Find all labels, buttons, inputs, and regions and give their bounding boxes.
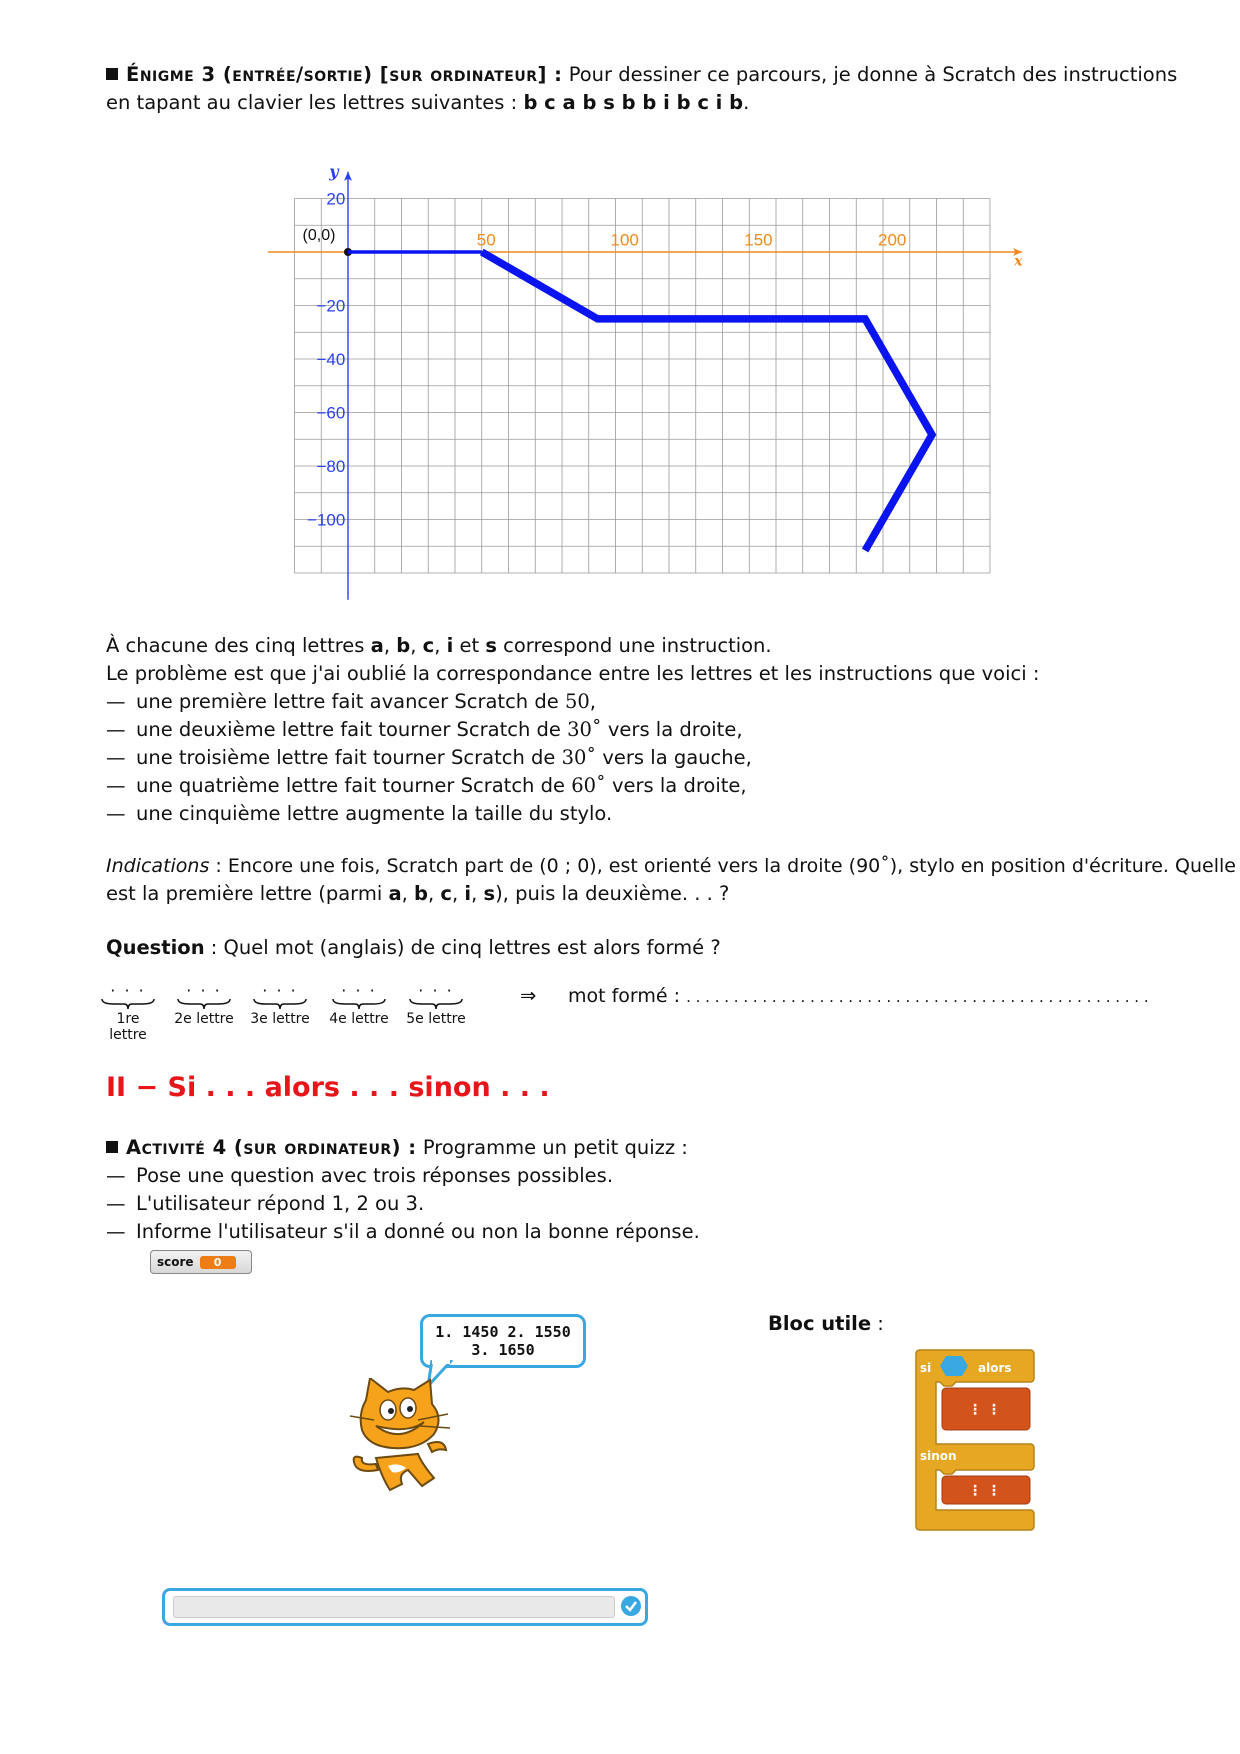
activite-item-text: L'utilisateur répond 1, 2 ou 3. [136,1192,425,1215]
slot-label: 4e lettre [329,1011,389,1027]
instruction-item [106,688,596,716]
sep: , [383,634,391,657]
letter-s: s [485,634,497,657]
implies-arrow: ⇒ [520,984,537,1007]
instruction-text: une troisième lettre fait tourner Scratch de [136,746,556,769]
slot-label: 5e lettre [406,1011,466,1027]
instruction-tail: vers la gauche, [602,746,752,769]
question-text: : Quel mot (anglais) de cinq lettres est alors formé ? [210,936,721,959]
block-dots: ⋮ ⋮ [968,1483,1001,1499]
y-axis-label: y [329,162,339,182]
chart-series [344,248,932,551]
y-tick-label: −20 [316,296,346,316]
bloc-label-line [768,1310,884,1338]
block-alors-label: alors [978,1361,1012,1375]
y-tick-label: −100 [307,510,346,530]
origin-label: (0,0) [302,226,336,244]
x-tick-label: 100 [610,230,639,250]
underbrace-icon [98,997,158,1011]
instruction-tail: vers la droite, [607,718,743,741]
letter-slot[interactable] [250,981,310,1027]
activite-heading-line [106,1134,688,1162]
section-title: II − Si . . . alors . . . sinon . . . [106,1072,550,1103]
indications-text: : Encore une fois, Scratch part de (0 ; 0), est orienté vers la droite (90˚), stylo en position d'écriture. Quelle [215,855,1236,877]
letter-i: i [464,882,472,905]
slot-dots: · · · [341,981,377,1000]
answer-label: mot formé : [568,985,681,1007]
letter-i: i [446,634,454,657]
if-else-block[interactable] [912,1348,1042,1533]
letter-c: c [440,882,452,905]
bullet-square-icon [106,1141,118,1153]
sep: , [410,634,417,657]
correspondance-line1 [106,632,772,660]
et: et [459,634,480,657]
answer-bar[interactable] [162,1588,648,1626]
answer-line[interactable] [568,982,1149,1011]
letter-s: s [483,882,496,905]
x-tick-label: 200 [878,230,907,250]
letter-slot[interactable] [406,981,466,1027]
instruction-item [106,772,747,800]
instruction-item [106,800,612,828]
slot-dots: · · · [262,981,298,1000]
answer-dots[interactable]: . . . . . . . . . . . . . . . . . . . . . . . . . . . . . . . . . . . . . . . . . . . . . . . . . [686,988,1149,1006]
dash: — [106,690,126,713]
answer-input[interactable] [173,1596,615,1618]
underbrace-icon [250,997,310,1011]
correspondance-line2: Le problème est que j'ai oublié la correspondance entre les lettres et les instructions que voici : [106,662,1040,685]
sep: , [428,882,435,905]
underbrace-icon [174,997,234,1011]
sep: , [434,634,441,657]
indications-label: Indications [106,855,210,877]
slot-label: 3e lettre [250,1011,310,1027]
instruction-tail: , [589,690,596,713]
dash: — [106,774,126,797]
activite-item-text: Informe l'utilisateur s'il a donné ou non la bonne réponse. [136,1220,700,1243]
y-tick-label: −80 [316,457,346,476]
correspondance-end: correspond une instruction. [503,634,772,657]
slot-dots: · · · [110,981,146,1000]
path-chart [0,0,1240,620]
instruction-text: une quatrième lettre fait tourner Scratch de [136,774,565,797]
instruction-text: une deuxième lettre fait tourner Scratch de [136,718,561,741]
correspondance-text: À chacune des cinq lettres [106,634,365,657]
dash: — [106,802,126,825]
letter-b: b [396,634,411,657]
instruction-text: une cinquième lettre augmente la taille du stylo. [136,802,613,825]
sep: , [451,882,459,905]
slot-dots: · · · [186,981,222,1000]
bubble-line: 1. 1450 2. 1550 [435,1323,571,1341]
block-si-label: si [920,1361,932,1375]
indications-line2 [106,880,729,908]
y-tick-label: −60 [316,403,346,423]
x-tick-label: 50 [476,230,496,250]
bubble-line: 3. 1650 [471,1341,535,1359]
activite-item [106,1162,613,1190]
instruction-value: 30˚ [567,718,602,741]
letter-b: b [414,882,428,905]
letter-slot[interactable] [329,981,389,1027]
activite-item [106,1218,700,1246]
slot-dots: · · · [418,981,454,1000]
activite-item [106,1190,424,1218]
x-tick-label: 150 [744,230,773,250]
underbrace-icon [329,997,389,1011]
dash: — [106,1192,126,1215]
instruction-value: 30˚ [561,746,597,769]
instruction-item [106,716,743,744]
dash: — [106,1164,126,1187]
slot-label: 1re lettre [109,1011,147,1043]
letter-c: c [422,634,435,657]
block-sinon-label: sinon [920,1449,957,1463]
indications-text: ), puis la deuxième. . . ? [495,882,730,905]
check-button-icon[interactable] [620,1595,642,1617]
activite-heading: Activité 4 (sur ordinateur) : [126,1136,417,1159]
block-dots: ⋮ ⋮ [968,1402,1001,1418]
enigme-letters: b c a b s b b i b c i b [523,91,744,114]
x-axis-label: x [1014,253,1023,270]
enigme-intro-text-2: en tapant au clavier les lettres suivantes : [106,91,518,114]
instruction-value: 60˚ [571,774,606,797]
instruction-text: une première lettre fait avancer Scratch de [136,690,559,713]
letter-a: a [388,882,402,905]
score-value: 0 [200,1256,236,1269]
activite-intro: Programme un petit quizz : [422,1136,688,1159]
dash: — [106,1220,126,1243]
letter-slot[interactable] [174,981,234,1027]
sep: , [471,882,478,905]
y-tick-label: −40 [316,350,346,369]
enigme-intro-text-1: Pour dessiner ce parcours, je donne à Scratch des instructions [568,63,1178,86]
series-line [482,252,932,551]
instruction-value: 50 [564,690,590,713]
indications-line1 [106,852,1236,880]
underbrace-icon [406,997,466,1011]
letter-a: a [370,634,384,657]
activite-item-text: Pose une question avec trois réponses possibles. [136,1164,614,1187]
slot-label: 2e lettre [174,1011,234,1027]
enigme-intro-end: . [743,91,750,114]
instruction-tail: vers la droite, [611,774,747,797]
letter-slot[interactable] [98,981,158,1043]
scratch-cat-icon[interactable] [348,1378,458,1496]
question-label: Question [106,936,205,959]
instruction-item [106,744,752,772]
chart-tick-labels [303,162,1024,529]
question-line [106,934,721,962]
sep: , [401,882,408,905]
enigme-heading: Énigme 3 (entrée/sortie) [sur ordinateur] : [126,63,563,86]
dash: — [106,746,126,769]
bloc-label: Bloc utile [768,1312,872,1335]
indications-text: est la première lettre (parmi [106,882,383,905]
score-monitor[interactable] [150,1250,252,1274]
dash: — [106,718,126,741]
y-tick-label: 20 [326,189,346,209]
score-label: score [157,1255,194,1269]
bloc-colon: : [877,1312,884,1335]
